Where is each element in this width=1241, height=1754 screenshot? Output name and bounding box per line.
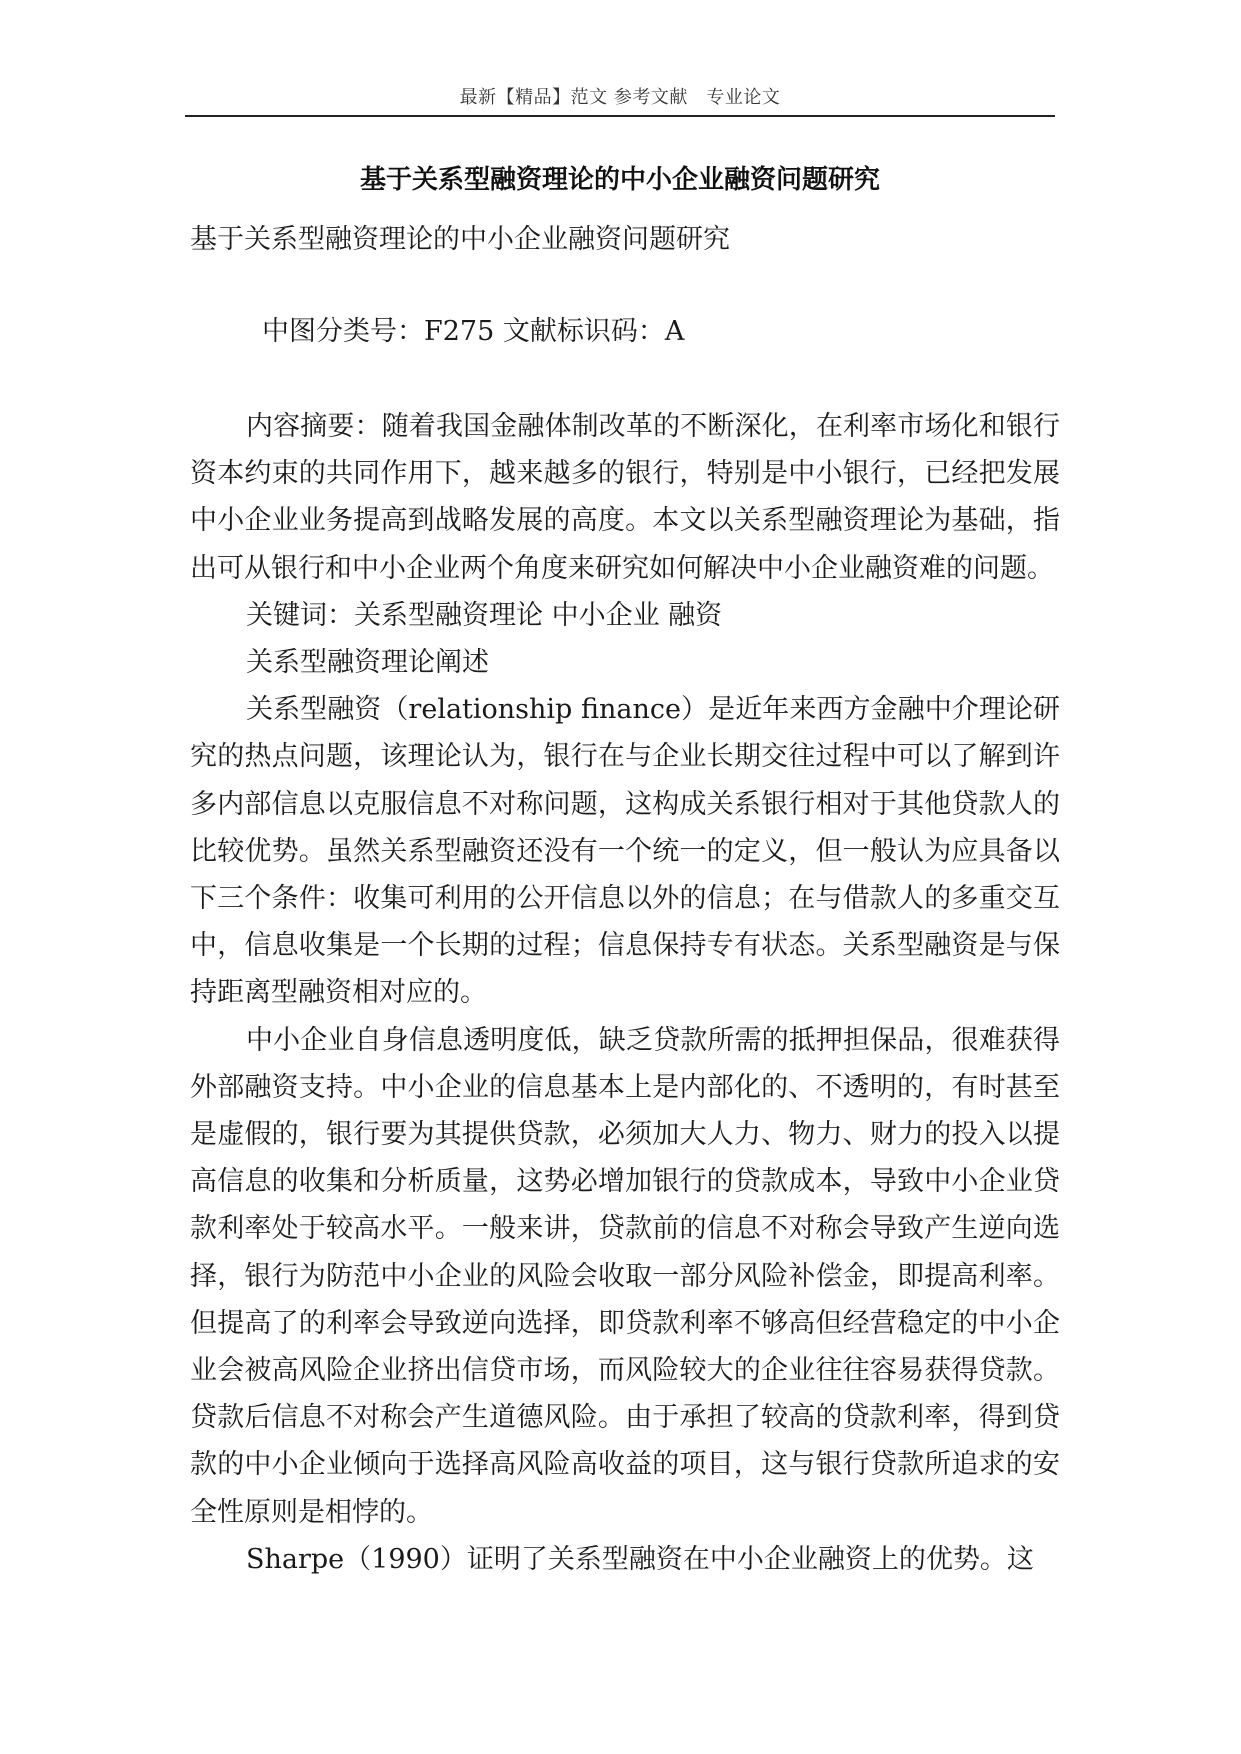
header-rule [185, 115, 1055, 117]
classification-line: 中图分类号：F275 文献标识码：A [262, 316, 685, 347]
body-paragraph: Sharpe（1990）证明了关系型融资在中小企业融资上的优势。这 [246, 1543, 1034, 1575]
document-subtitle: 基于关系型融资理论的中小企业融资问题研究 [190, 224, 730, 255]
running-header: 最新【精品】范文 参考文献 专业论文 [459, 87, 781, 108]
body-paragraph: 中小企业自身信息透明度低，缺乏贷款所需的抵押担保品，很难获得外部融资支持。中小企业的信息基本上是内部化的、不透明的，有时甚至是虚假的，银行要为其提供贷款，必须加大人力、物力、财力的投入以提高信息的收集和分析质量，这势必增加银行的贷款成本，导致中小企业贷款利率处于较高水平。一般来讲，贷款前的信息不对称会导致产生逆向选择，银行为防范中小企业的风险会收取一部分风险补偿金，即提高利率。但提高了的利率会导致逆向选择，即贷款利率不够高但经营稳定的中小企业会被高风险企业挤出信贷市场，而风险较大的企业往往容易获得贷款。贷款后信息不对称会产生道德风险。由于承担了较高的贷款利率，得到贷款的中小企业倾向于选择高风险高收益的项目，这与银行贷款所追求的安全性原则是相悖的。 [190, 1024, 1060, 1528]
section-heading: 关系型融资理论阐述 [246, 647, 489, 679]
document-title: 基于关系型融资理论的中小企业融资问题研究 [359, 165, 880, 195]
body-paragraph: 关系型融资（relationship finance）是近年来西方金融中介理论研究的热点问题，该理论认为，银行在与企业长期交往过程中可以了解到许多内部信息以克服信息不对称问题，这构成关系银行相对于其他贷款人的比较优势。虽然关系型融资还没有一个统一的定义，但一般认为应具备以下三个条件：收集可利用的公开信息以外的信息；在与借款人的多重交互中，信息收集是一个长期的过程；信息保持专有状态。关系型融资是与保持距离型融资相对应的。 [190, 694, 1060, 1009]
keywords-paragraph: 关键词：关系型融资理论 中小企业 融资 [246, 599, 723, 631]
document-body [190, 403, 1060, 1583]
abstract-paragraph: 内容摘要：随着我国金融体制改革的不断深化，在利率市场化和银行资本约束的共同作用下，越来越多的银行，特别是中小银行，已经把发展中小企业业务提高到战略发展的高度。本文以关系型融资理论为基础，指出可从银行和中小企业两个角度来研究如何解决中小企业融资难的问题。 [190, 411, 1060, 584]
